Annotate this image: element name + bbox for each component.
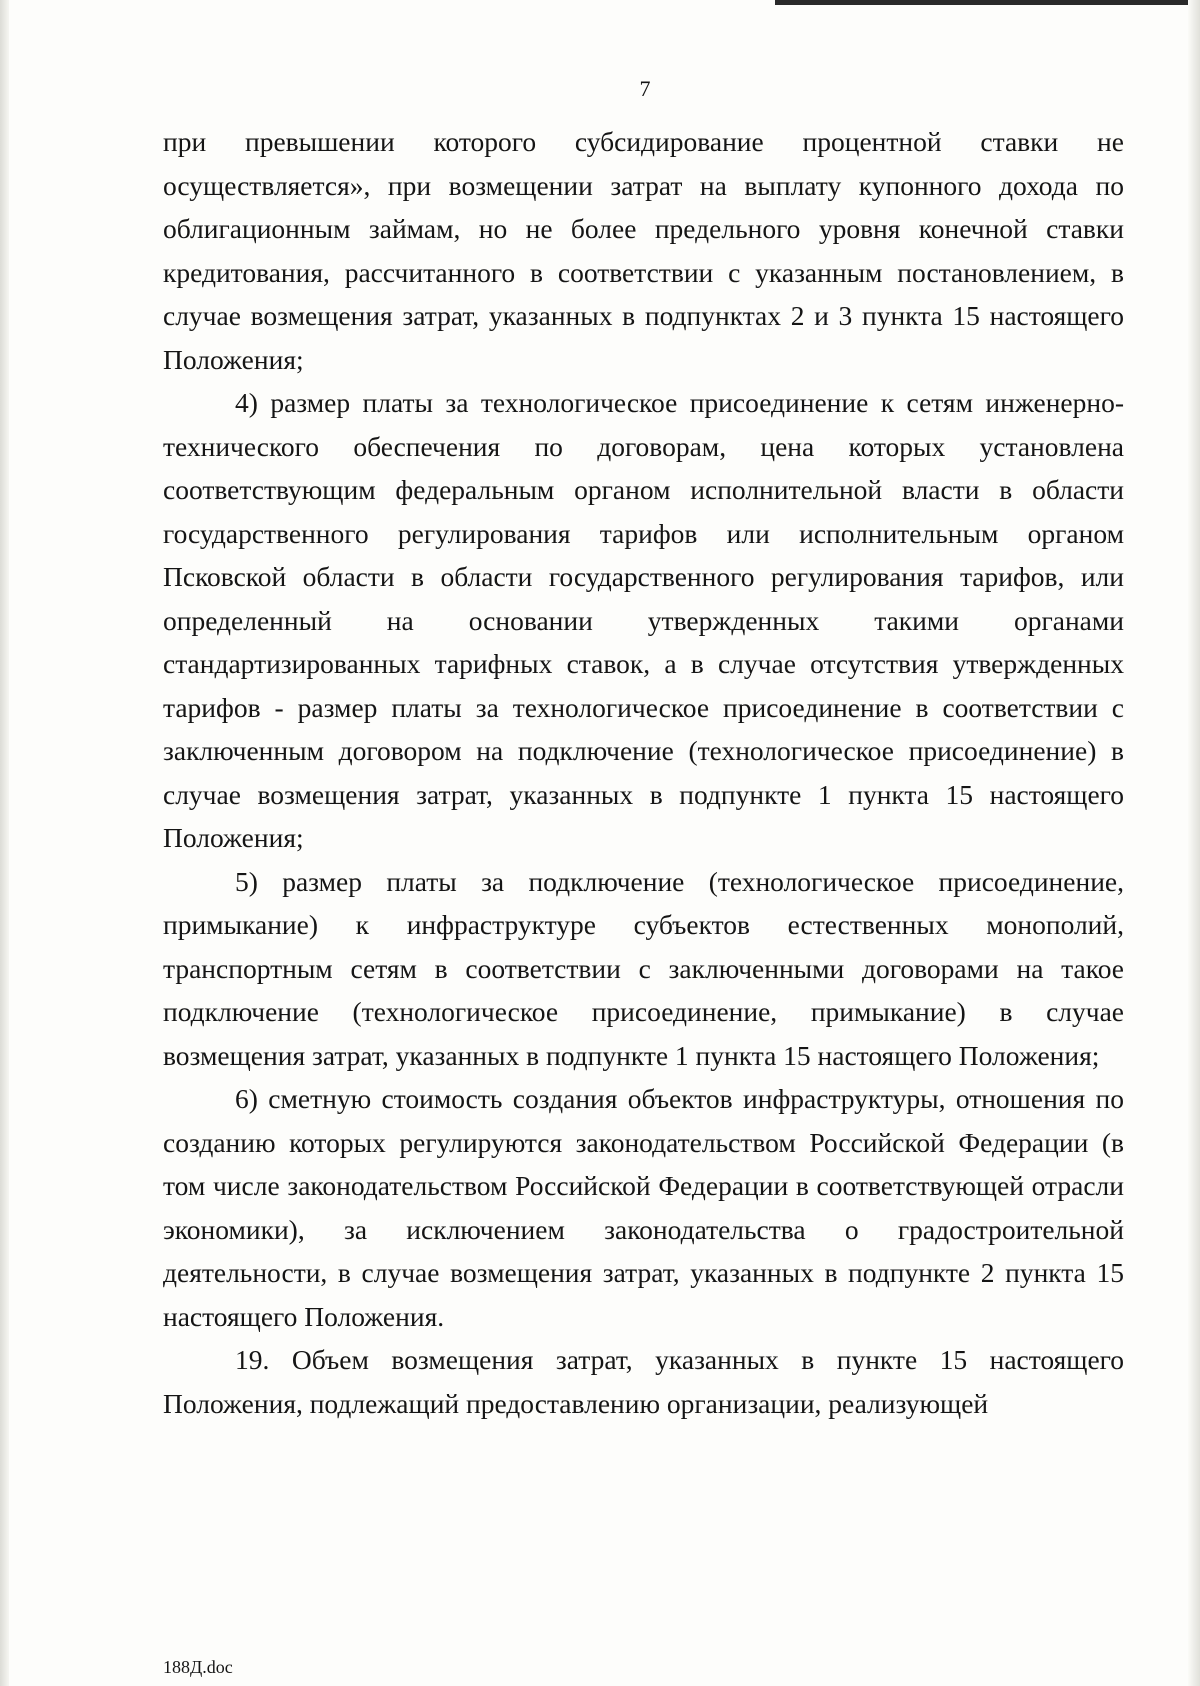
scan-edge-top [775, 0, 1200, 5]
scan-edge-right [1188, 0, 1200, 1686]
paragraph-item-5: 5) размер платы за подключение (технологическое присоединение, примыкание) к инфраструктуре субъектов естественных монополий, транспортным сетям в соответствии с заключенными договорами на такое подключение (технологическое присоединение, примыкание) в случае возмещения затрат, указанных в подпункте 1 пункта 15 настоящего Положения; [163, 865, 1124, 1071]
footer-file-code: 188Д.doc [163, 1657, 233, 1677]
page-number: 7 [639, 76, 651, 101]
document-body [163, 120, 1124, 1425]
scan-edge-left [0, 0, 9, 1686]
paragraph-item-4: 4) размер платы за технологическое присоединение к сетям инженерно-технического обеспечения по договорам, цена которых установлена соответствующим федеральным органом исполнительной власти в области государственного регулирования тарифов или исполнительным органом Псковской области в области государственного регулирования тарифов, или определенный на основании утвержденных такими органами стандартизированных тарифных ставок, а в случае отсутствия утвержденных тарифов - размер платы за технологическое присоединение в соответствии с заключенным договором на подключение (технологическое присоединение) в случае возмещения затрат, указанных в подпункте 1 пункта 15 настоящего Положения; [163, 387, 1124, 853]
paragraph-continuation: при превышении которого субсидирование процентной ставки не осуществляется», при возмещении затрат на выплату купонного дохода по облигационным займам, но не более предельного уровня конечной ставки кредитования, рассчитанного в соответствии с указанным постановлением, в случае возмещения затрат, указанных в подпунктах 2 и 3 пункта 15 настоящего Положения; [163, 126, 1124, 375]
paragraph-item-6: 6) сметную стоимость создания объектов инфраструктуры, отношения по созданию которых регулируются законодательством Российской Федерации (в том числе законодательством Российской Федерации в соответствующей отрасли экономики), за исключением законодательства о градостроительной деятельности, в случае возмещения затрат, указанных в подпункте 2 пункта 15 настоящего Положения. [163, 1083, 1124, 1332]
paragraph-clause-19: 19. Объем возмещения затрат, указанных в пункте 15 настоящего Положения, подлежащий предоставлению организации, реализующей [163, 1344, 1124, 1419]
